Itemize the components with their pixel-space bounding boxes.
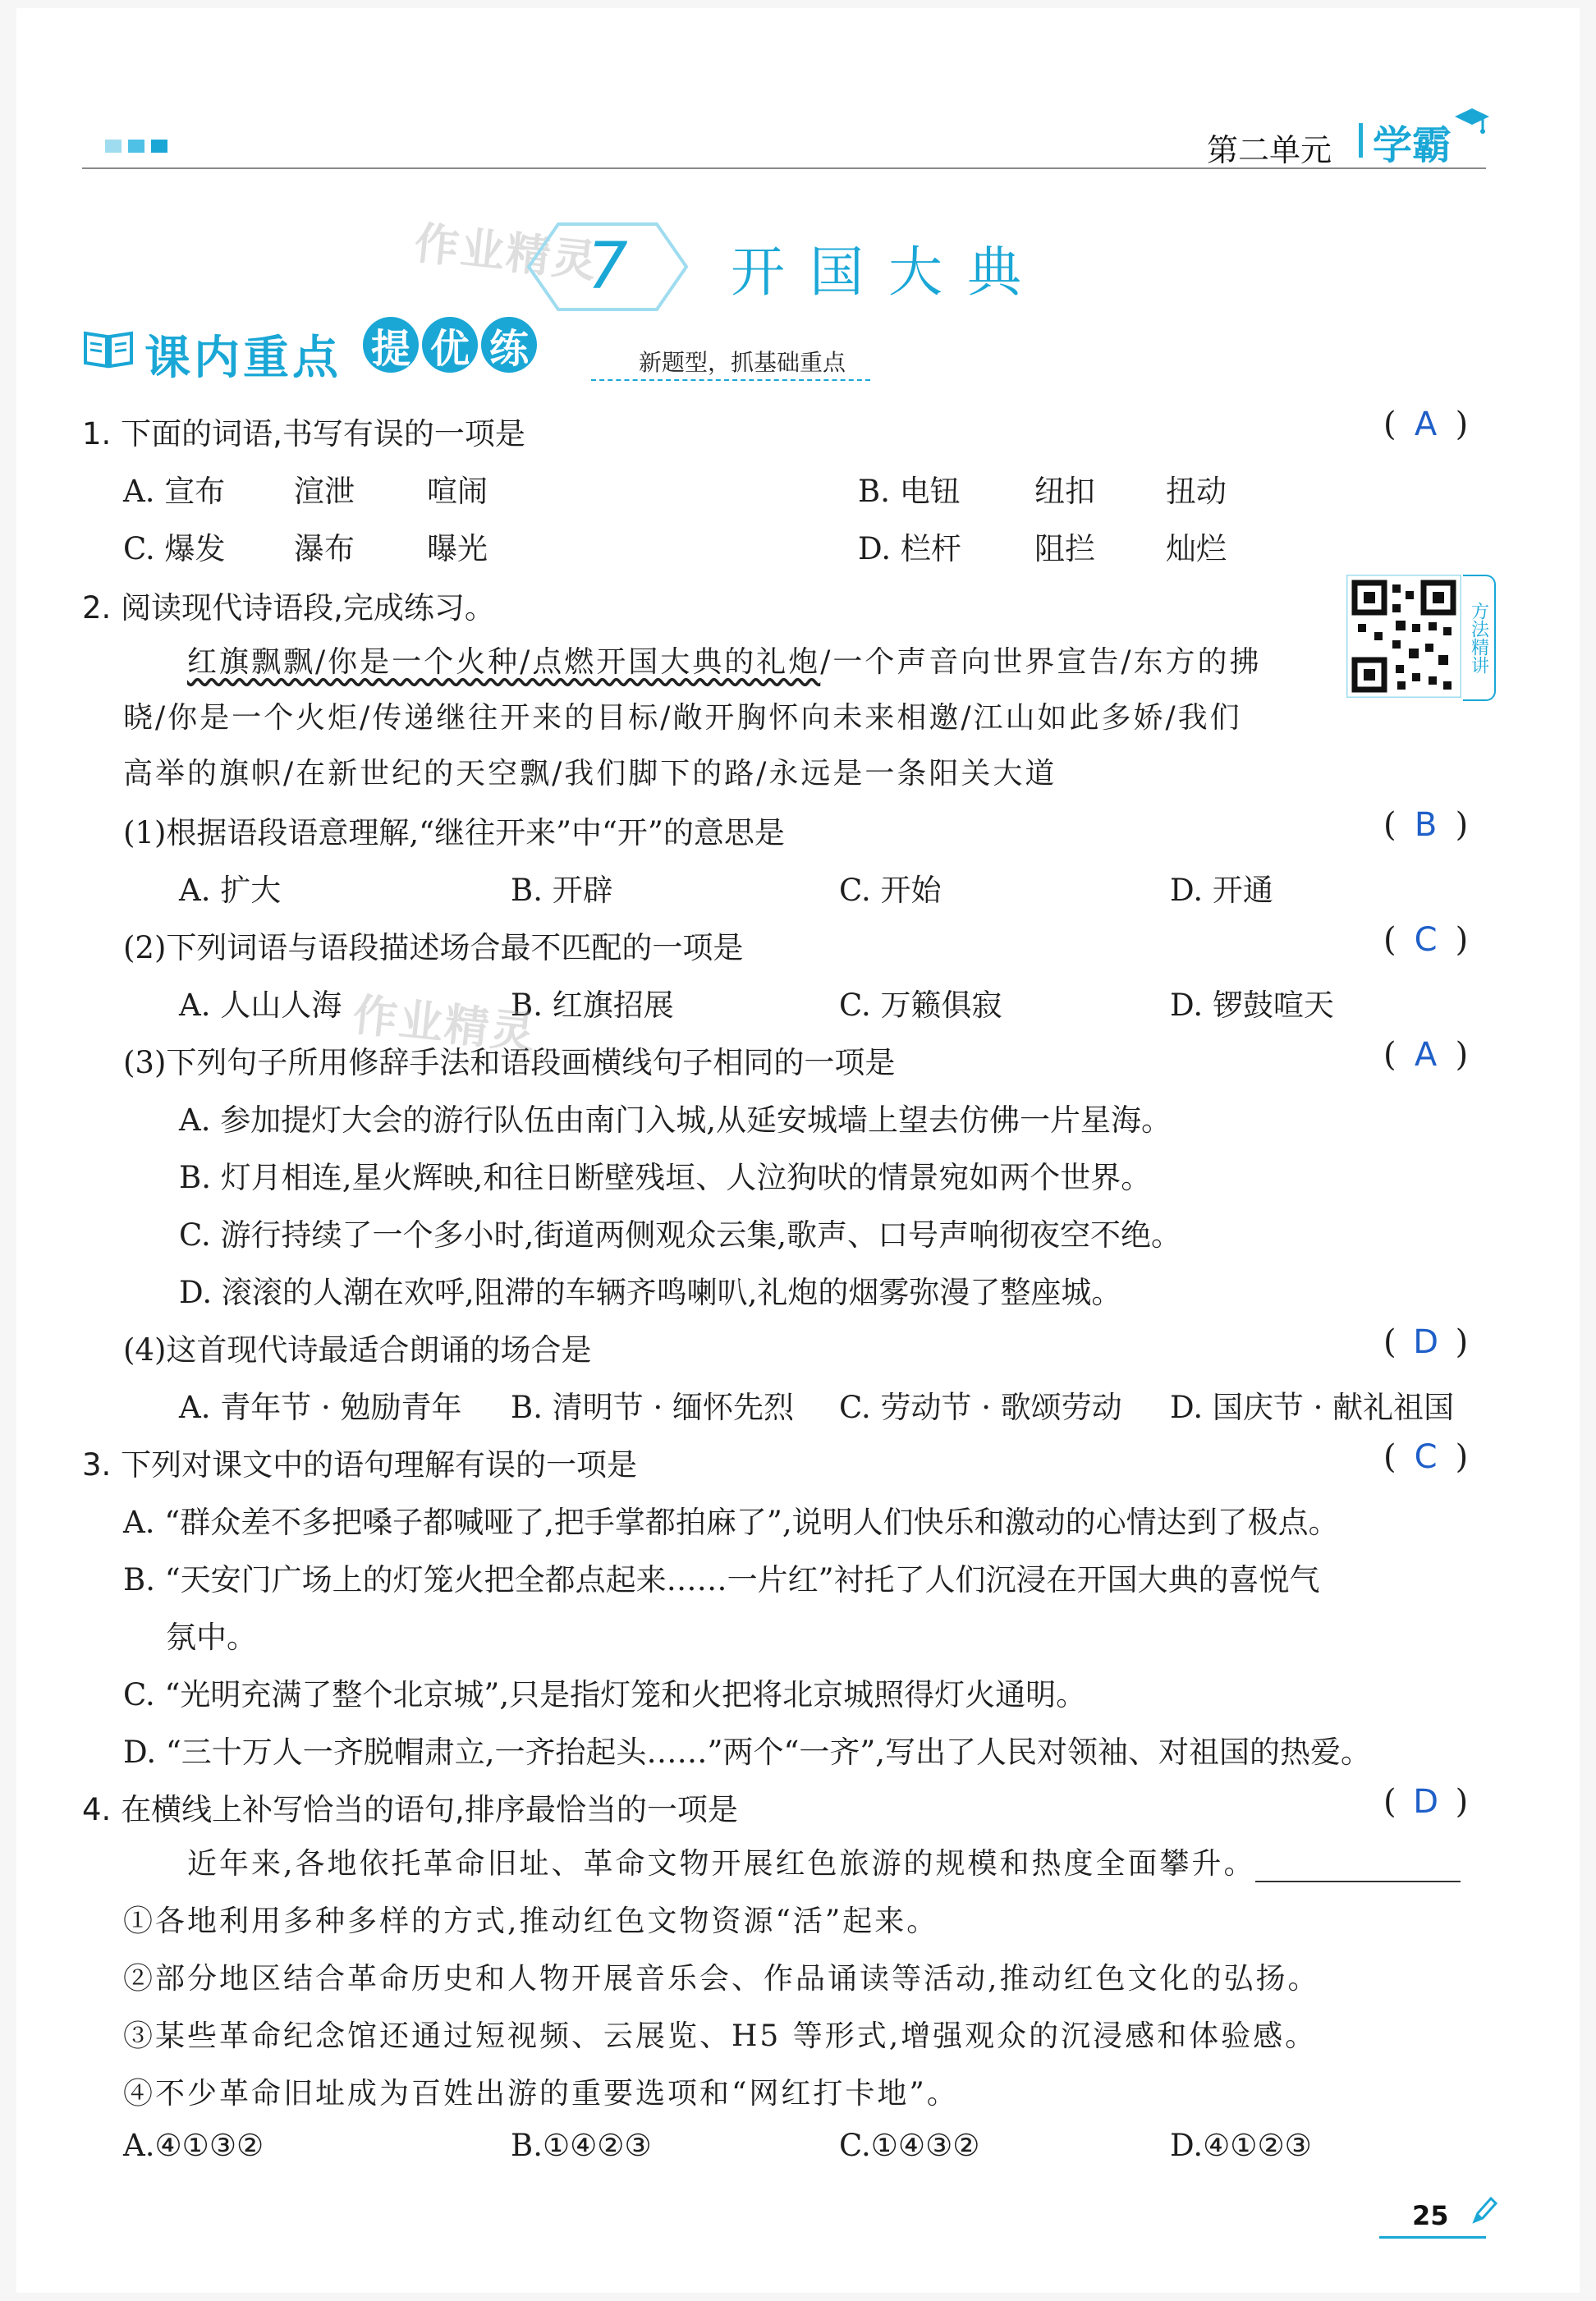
header-decor-squares (105, 140, 174, 156)
q1-opt-a-3: 喧闹 (427, 474, 488, 509)
q1-opt-d-1: D. 栏杆 (858, 531, 961, 566)
q2-sub4-opt-d: D. 国庆节 · 献礼祖国 (1170, 1390, 1455, 1425)
graduation-cap-icon (1453, 105, 1491, 138)
pencil-icon (1470, 2193, 1499, 2226)
q3-opt-c: C. “光明充满了整个北京城”,只是指灯笼和火把将北京城照得灯火通明。 (123, 1677, 1087, 1712)
q2-sub3-opt-c: C. 游行持续了一个多小时,街道两侧观众云集,歌声、口号声响彻夜空不绝。 (179, 1217, 1182, 1253)
q3-opt-a: A. “群众差不多把嗓子都喊哑了,把手掌都拍麻了”,说明人们快乐和激动的心情达到了极点。 (123, 1505, 1339, 1540)
q2-sub3-opt-a: A. 参加提灯大会的游行队伍由南门入城,从延安城墙上望去仿佛一片星海。 (179, 1102, 1172, 1138)
qr-code[interactable] (1346, 575, 1461, 698)
q4-opt-c: C.①④③② (839, 2128, 980, 2163)
q1-opt-b-3: 扭动 (1166, 474, 1227, 509)
watermark-2: 作业精灵 (350, 988, 539, 1060)
q4-item-3: ③某些革命纪念馆还通过短视频、云展览、H5 等形式,增强观众的沉浸感和体验感。 (123, 2019, 1318, 2053)
page-number: 25 (1412, 2200, 1449, 2231)
q1-opt-d-3: 灿烂 (1166, 531, 1227, 566)
page-number-rule (1379, 2236, 1486, 2239)
q1-opt-c-2: 瀑布 (294, 531, 355, 566)
brand-logo: 学霸 (1373, 122, 1452, 168)
qr-tab-label[interactable]: 方法精讲 (1463, 575, 1496, 701)
lesson-number: 7 (587, 230, 628, 304)
q3-opt-b-line2: 氛中。 (166, 1620, 257, 1655)
q2-sub3-answer: ( A ) (1383, 1036, 1469, 1074)
q2-poem-line-3: 高举的旗帜/在新世纪的天空飘/我们脚下的路/永远是一条阳关大道 (123, 757, 1057, 791)
q2-sub2-opt-d: D. 锣鼓喧天 (1170, 988, 1334, 1023)
q1-answer: ( A ) (1383, 406, 1469, 443)
q4-intro: 近年来,各地依托革命旧址、革命文物开展红色旅游的规模和热度全面攀升。 (187, 1840, 1461, 1882)
q1-opt-a-2: 渲泄 (294, 474, 355, 509)
unit-separator (1359, 123, 1363, 158)
q4-blank-line[interactable] (1255, 1851, 1461, 1882)
q1-opt-c-1: C. 爆发 (123, 531, 226, 566)
q2-sub2-answer: ( C ) (1383, 921, 1469, 959)
q2-sub2-opt-c: C. 万籁俱寂 (839, 988, 1002, 1023)
q2-poem-line-2: 晓/你是一个火炬/传递继往开来的目标/敞开胸怀向未来相邀/江山如此多娇/我们 (123, 701, 1242, 735)
q4-opt-b: B.①④②③ (511, 2128, 652, 2163)
unit-label: 第二单元 (1207, 132, 1332, 168)
q2-sub1-opt-d: D. 开通 (1170, 873, 1273, 908)
q2-sub1-opt-b: B. 开辟 (511, 873, 613, 908)
q2-sub1-answer: ( B ) (1383, 806, 1469, 844)
q2-sub1-stem: (1)根据语段语意理解,“继往开来”中“开”的意思是 (123, 815, 785, 850)
q3-opt-b-line1: B. “天安门广场上的灯笼火把全都点起来……一片红”衬托了人们沉浸在开国大典的喜悦气 (123, 1562, 1320, 1597)
q4-answer: ( D ) (1383, 1783, 1469, 1821)
q4-item-4: ④不少革命旧址成为百姓出游的重要选项和“网红打卡地”。 (123, 2077, 959, 2111)
q4-opt-d: D.④①②③ (1170, 2128, 1312, 2163)
q1-opt-a-1: A. 宣布 (123, 474, 226, 509)
badge-char-3: 练 (481, 317, 537, 373)
q4-opt-a: A.④①③② (123, 2128, 264, 2163)
badge-char-2: 优 (422, 317, 478, 373)
q3-opt-d: D. “三十万人一齐脱帽肃立,一齐抬起头……”两个“一齐”,写出了人民对领袖、对祖国的热爱。 (123, 1735, 1372, 1770)
q2-sub3-stem: (3)下列句子所用修辞手法和语段画横线句子相同的一项是 (123, 1045, 896, 1080)
q2-sub2-opt-b: B. 红旗招展 (511, 988, 674, 1023)
section-underline (591, 379, 870, 381)
q2-sub2-opt-a: A. 人山人海 (179, 988, 342, 1023)
q4-item-1: ①各地利用多种多样的方式,推动红色文物资源“活”起来。 (123, 1905, 939, 1938)
section-badge (363, 317, 537, 373)
section-subtitle: 新题型，抓基础重点 (639, 349, 846, 376)
q2-poem-line-1 (187, 639, 1262, 681)
q4-item-2: ②部分地区结合革命历史和人物开展音乐会、作品诵读等活动,推动红色文化的弘扬。 (123, 1962, 1320, 1996)
q1-opt-c-3: 曝光 (427, 531, 488, 566)
q4-stem: 4. 在横线上补写恰当的语句,排序最恰当的一项是 (82, 1792, 738, 1827)
q2-sub4-opt-a: A. 青年节 · 勉励青年 (179, 1390, 462, 1425)
q2-sub1-opt-a: A. 扩大 (179, 873, 282, 908)
q1-stem: 1. 下面的词语,书写有误的一项是 (82, 416, 525, 451)
q2-sub4-opt-b: B. 清明节 · 缅怀先烈 (511, 1390, 794, 1425)
q2-sub4-opt-c: C. 劳动节 · 歌颂劳动 (839, 1390, 1122, 1425)
q2-sub3-opt-b: B. 灯月相连,星火辉映,和往日断壁残垣、人泣狗吠的情景宛如两个世界。 (179, 1160, 1152, 1195)
section-title: 课内重点 (144, 332, 342, 385)
q1-opt-b-2: 纽扣 (1034, 474, 1095, 509)
badge-char-1: 提 (363, 317, 419, 373)
q2-sub4-stem: (4)这首现代诗最适合朗诵的场合是 (123, 1332, 592, 1368)
q3-stem: 3. 下列对课文中的语句理解有误的一项是 (82, 1447, 638, 1483)
q1-opt-d-2: 阻拦 (1034, 531, 1095, 566)
lesson-number-hexagon (525, 218, 690, 316)
q2-sub3-opt-d: D. 滚滚的人潮在欢呼,阻滞的车辆齐鸣喇叭,礼炮的烟雾弥漫了整座城。 (179, 1275, 1122, 1310)
poem-underlined-sentence: 红旗飘飘/你是一个火种/点燃开国大典的礼炮 (187, 645, 821, 679)
watermark: 作业精灵 (411, 217, 601, 288)
open-book-icon (82, 328, 135, 369)
q2-sub2-stem: (2)下列词语与语段描述场合最不匹配的一项是 (123, 930, 744, 965)
q2-stem: 2. 阅读现代诗语段,完成练习。 (82, 590, 495, 626)
q1-opt-b-1: B. 电钮 (858, 474, 961, 509)
q2-sub4-answer: ( D ) (1383, 1323, 1469, 1361)
poem-line-1-rest: /一个声音向世界宣告/东方的拂 (820, 645, 1262, 679)
q2-sub1-opt-c: C. 开始 (839, 873, 942, 908)
q3-answer: ( C ) (1383, 1438, 1469, 1476)
lesson-title: 开国大典 (731, 241, 1046, 304)
